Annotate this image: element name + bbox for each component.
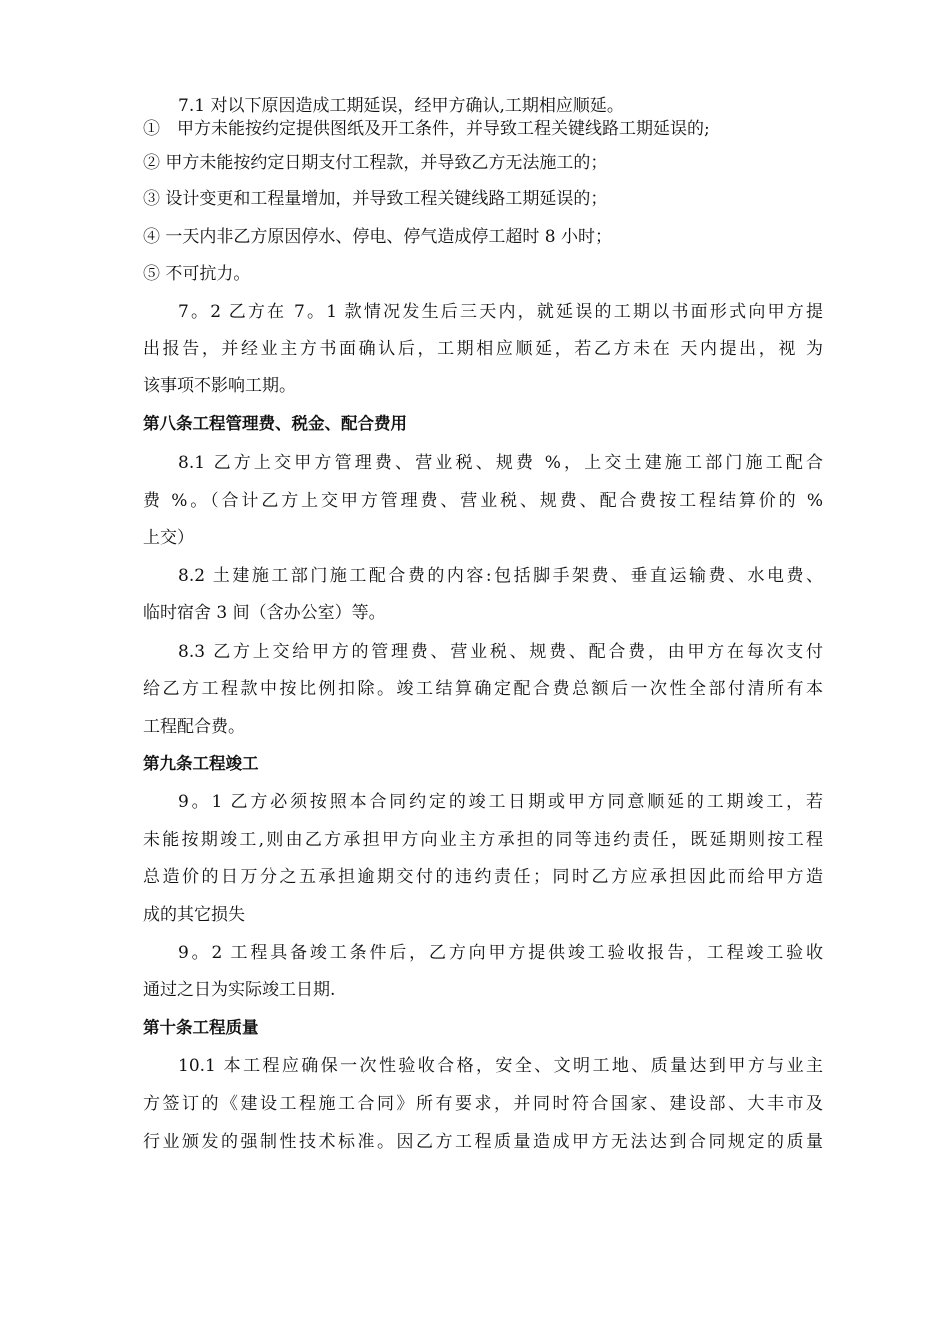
clause-7-2-line-3: 该事项不影响工期。 — [143, 376, 296, 396]
clause-8-3-line-2: 给乙方工程款中按比例扣除。竣工结算确定配合费总额后一次性全部付清所有本 — [143, 679, 823, 699]
clause-9-2-line-2: 通过之日为实际竣工日期. — [143, 980, 336, 1000]
clause-7-1: 7.1 对以下原因造成工期延误，经甲方确认,工期相应顺延。 — [178, 96, 624, 116]
list-item-4: ④ 一天内非乙方原因停水、停电、停气造成停工超时 8 小时； — [143, 227, 613, 247]
clause-8-2-line-2: 临时宿舍 3 间（含办公室）等。 — [143, 603, 386, 623]
list-item-3: ③ 设计变更和工程量增加，并导致工程关键线路工期延误的； — [143, 189, 608, 209]
list-item-5: ⑤ 不可抗力。 — [143, 264, 251, 284]
clause-10-1-line-2: 方签订的《建设工程施工合同》所有要求，并同时符合国家、建设部、大丰市及 — [143, 1094, 823, 1114]
article-8-heading: 第八条工程管理费、税金、配合费用 — [143, 414, 407, 433]
list-item-1: ① 甲方未能按约定提供图纸及开工条件，并导致工程关键线路工期延误的; — [143, 119, 710, 139]
clause-8-1-line-3: 上交） — [143, 528, 194, 548]
clause-9-1-line-2: 未能按期竣工,则由乙方承担甲方向业主方承担的同等违约责任，既延期则按工程 — [143, 830, 823, 850]
clause-9-1-line-1: 9。1 乙方必须按照本合同约定的竣工日期或甲方同意顺延的工期竣工，若 — [178, 792, 823, 812]
list-item-2: ② 甲方未能按约定日期支付工程款，并导致乙方无法施工的； — [143, 153, 608, 173]
clause-7-2-line-1: 7。2 乙方在 7。1 款情况发生后三天内，就延误的工期以书面形式向甲方提 — [178, 302, 823, 322]
clause-8-3-line-1: 8.3 乙方上交给甲方的管理费、营业税、规费、配合费，由甲方在每次支付 — [178, 642, 823, 662]
clause-10-1-line-3: 行业颁发的强制性技术标准。因乙方工程质量造成甲方无法达到合同规定的质量 — [143, 1132, 823, 1152]
clause-8-1-line-2: 费 %。（合计乙方上交甲方管理费、营业税、规费、配合费按工程结算价的 % — [143, 491, 823, 511]
clause-8-1-line-1: 8.1 乙方上交甲方管理费、营业税、规费 %，上交土建施工部门施工配合 — [178, 453, 823, 473]
clause-10-1-line-1: 10.1 本工程应确保一次性验收合格，安全、文明工地、质量达到甲方与业主 — [178, 1056, 823, 1076]
clause-7-2-line-2: 出报告，并经业主方书面确认后，工期相应顺延，若乙方未在 天内提出，视 为 — [143, 339, 823, 359]
article-10-heading: 第十条工程质量 — [143, 1018, 259, 1037]
article-9-heading: 第九条工程竣工 — [143, 754, 259, 773]
clause-9-2-line-1: 9。2 工程具备竣工条件后，乙方向甲方提供竣工验收报告，工程竣工验收 — [178, 943, 823, 963]
clause-9-1-line-4: 成的其它损失 — [143, 905, 245, 925]
clause-8-2-line-1: 8.2 土建施工部门施工配合费的内容:包括脚手架费、垂直运输费、水电费、 — [178, 566, 823, 586]
clause-9-1-line-3: 总造价的日万分之五承担逾期交付的违约责任；同时乙方应承担因此而给甲方造 — [143, 867, 823, 887]
clause-8-3-line-3: 工程配合费。 — [143, 717, 245, 737]
